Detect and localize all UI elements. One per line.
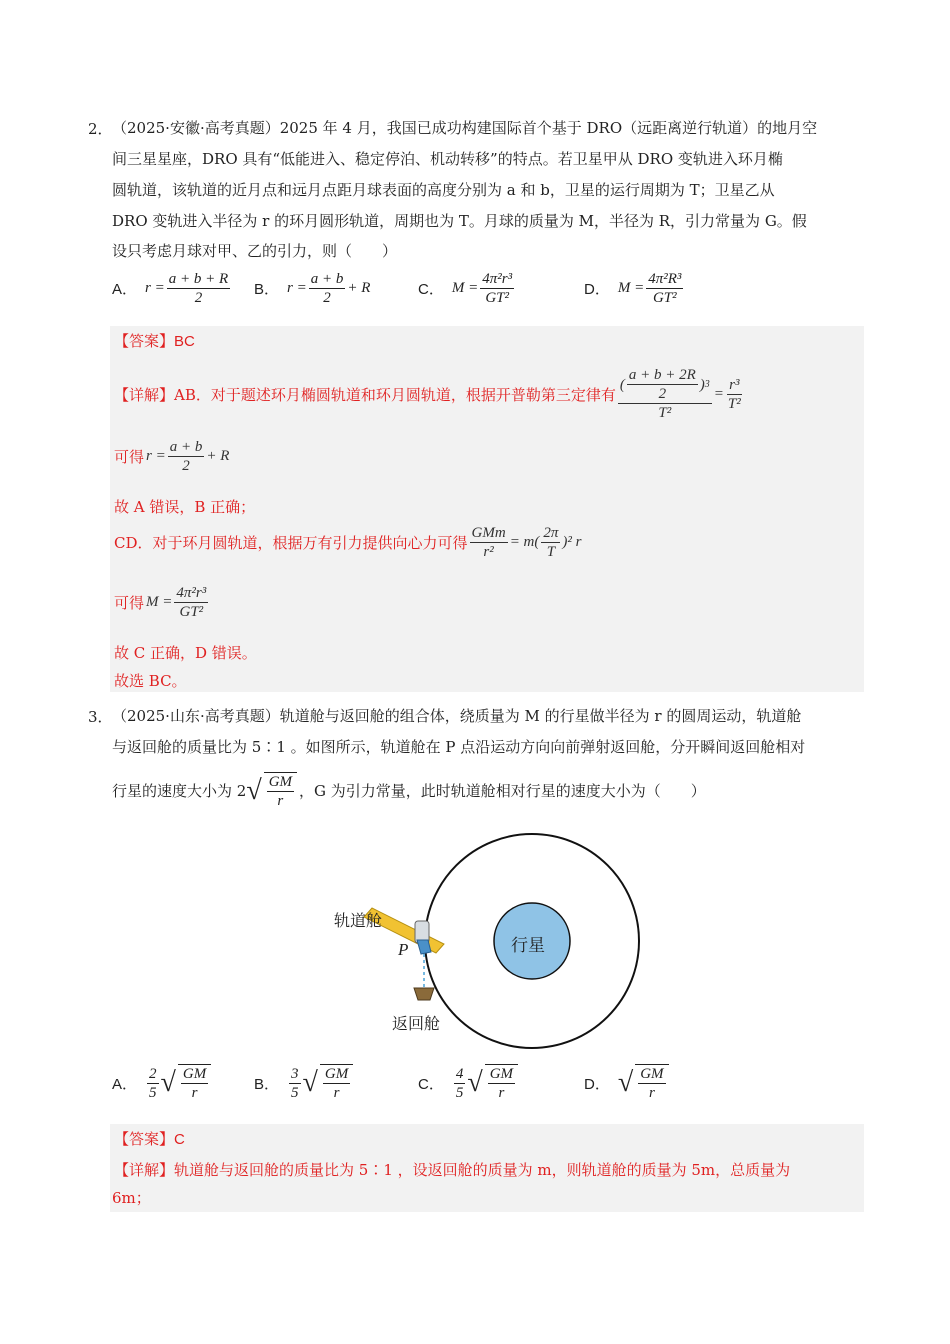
question-2-line-4: DRO 变轨进入半径为 r 的环月圆形轨道，周期也为 T。月球的质量为 M，半径为 R，引力常量为 G。假 [112, 212, 807, 230]
fraction-numerator: 4 [455, 1065, 464, 1082]
sqrt-expression: √ $\frac{GM}{r}$ [618, 1064, 671, 1102]
q3-detail-line-1: 【详解】轨道舱与返回舱的质量比为 5∶1 ，设返回舱的质量为 m，则轨道舱的质量为 5m，总质量为 [114, 1161, 791, 1179]
coef-fraction [454, 1065, 466, 1102]
fraction-numerator: 4π²R³ [648, 271, 682, 287]
result-lhs: M = [146, 594, 173, 610]
line-suffix: ，G 为引力常量，此时轨道舱相对行星的速度大小为（ ） [299, 782, 706, 800]
formula-lhs: r = [287, 280, 307, 296]
fraction-numerator: GMm [471, 525, 506, 541]
detail-text: CD．对于环月圆轨道，根据万有引力提供向心力可得 [114, 534, 468, 552]
q2-option-d[interactable] [584, 270, 685, 307]
orbit-figure [320, 828, 650, 1058]
fraction-denominator: GT² [652, 290, 677, 306]
q2-answer-panel [110, 326, 864, 692]
fraction-denominator: 2 [323, 290, 331, 306]
kepler-rhs-fraction [726, 376, 743, 413]
planet-label: 行星 [511, 936, 545, 956]
fraction-denominator: r² [483, 544, 494, 560]
result-fraction [168, 438, 205, 475]
fraction-numerator: GM [324, 1066, 349, 1082]
fraction-denominator: r [333, 1085, 340, 1101]
q2-detail-ab: 【详解】AB．对于题述环月椭圆轨道和环月圆轨道，根据开普勒第三定律有 ( $\frac{a + b + 2R}{2}$ ) 3 T² = $\frac{\text{r³}}{\text{T²}}$ [114, 367, 741, 421]
result-tail: + R [206, 448, 230, 464]
sqrt-expression: √ $\frac{GM}{r}$ [467, 1064, 520, 1102]
formula-fraction [646, 270, 683, 307]
formula-lhs: r = [145, 280, 165, 296]
fraction-numerator: 4π²r³ [176, 585, 207, 601]
formula-lhs: M = [617, 280, 645, 296]
question-3-line-2: 与返回舱的质量比为 5∶1 。如图所示，轨道舱在 P 点沿运动方向向前弹射返回舱，分开瞬间返回舱相对 [112, 738, 806, 756]
fraction-numerator: a + b + R [168, 271, 229, 287]
option-label: A． [112, 281, 138, 298]
orbiter-label: 轨道舱 [334, 911, 383, 930]
q2-final: 故选 BC。 [114, 672, 187, 690]
inner-denominator: 2 [658, 386, 667, 402]
sqrt-fraction [635, 1064, 668, 1102]
option-label: B． [254, 1075, 280, 1093]
fraction-denominator: r [498, 1085, 505, 1101]
q3-option-d[interactable] [584, 1064, 671, 1102]
question-2-line-2: 间三星星座，DRO 具有“低能进入、稳定停泊、机动转移”的特点。若卫星甲从 DRO 变轨进入环月椭 [112, 150, 783, 168]
equation-mid: = m( [509, 534, 540, 550]
inner-fraction [627, 366, 698, 403]
q2-option-a[interactable] [112, 270, 232, 307]
q2-result-2 [114, 584, 210, 621]
gravity-fraction [470, 524, 508, 561]
q3-option-a[interactable] [112, 1064, 213, 1102]
q3-option-c[interactable] [418, 1064, 520, 1102]
fraction-denominator: r [277, 793, 284, 809]
sqrt-fraction [264, 772, 297, 810]
fraction-denominator: GT² [485, 290, 509, 306]
q2-detail-cd [114, 524, 582, 561]
fraction-numerator: GM [182, 1066, 207, 1082]
kepler-numerator: ( $\frac{a + b + 2R}{2}$ ) 3 [619, 367, 710, 402]
q3-detail-line-2: 6m； [112, 1189, 151, 1207]
question-2-line-1: （2025·安徽·高考真题）2025 年 4 月，我国已成功构建国际首个基于 DRO（远距离逆行轨道）的地月空 [112, 119, 818, 137]
fraction-numerator: a + b [310, 271, 344, 287]
option-label: C． [418, 1075, 444, 1093]
option-label: A． [112, 1075, 138, 1093]
q3-answer: 【答案】C [114, 1131, 185, 1148]
q2-conclusion-2: 故 C 正确，D 错误。 [114, 644, 257, 662]
fraction-numerator: GM [268, 774, 293, 790]
fraction-denominator: 5 [455, 1084, 464, 1101]
question-3-number: 3． [88, 708, 113, 726]
fraction-numerator: GM [640, 1066, 664, 1082]
equation-tail: )² r [562, 534, 582, 550]
q3-option-b[interactable] [254, 1064, 355, 1102]
formula-fraction [480, 270, 514, 307]
line-prefix: 行星的速度大小为 2 [112, 782, 247, 800]
coef-fraction [147, 1065, 159, 1102]
fraction-numerator: 4π²r³ [482, 271, 513, 287]
sqrt-fraction [485, 1064, 518, 1102]
fraction-denominator: r [191, 1085, 198, 1101]
fraction-numerator: a + b [169, 439, 203, 455]
detail-text: 【详解】AB．对于题述环月椭圆轨道和环月圆轨道，根据开普勒第三定律有 [114, 385, 616, 404]
fraction-denominator: 5 [291, 1084, 299, 1101]
inner-numerator: a + b + 2R [628, 367, 696, 383]
fraction-numerator: 3 [291, 1065, 299, 1082]
q2-option-b[interactable] [254, 270, 370, 307]
question-2-number: 2． [88, 120, 113, 138]
kepler-rhs-denominator: T² [727, 395, 741, 412]
sqrt-expression: √ $\frac{GM}{r}$ [246, 772, 299, 810]
q2-result-1 [114, 438, 229, 475]
result-fraction [174, 584, 208, 621]
q2-conclusion-1: 故 A 错误，B 正确； [114, 498, 256, 516]
option-label: D． [584, 1075, 610, 1093]
fraction-denominator: T [546, 544, 556, 560]
return-capsule [414, 988, 434, 1000]
sqrt-expression: √ $\frac{GM}{r}$ [161, 1064, 214, 1102]
fraction-numerator: 2 [149, 1065, 157, 1082]
coef-fraction [289, 1065, 301, 1102]
question-3-line-1: （2025·山东·高考真题）轨道舱与返回舱的组合体，绕质量为 M 的行星做半径为 r 的圆周运动，轨道舱 [112, 707, 802, 725]
result-lhs: r = [146, 448, 166, 464]
formula-lhs: M = [451, 280, 479, 296]
sqrt-fraction [320, 1064, 353, 1102]
option-label: B． [254, 281, 280, 298]
option-label: C． [418, 281, 444, 298]
q2-answer: 【答案】BC [114, 333, 195, 350]
omega-fraction [541, 524, 560, 561]
q2-option-c[interactable] [418, 270, 516, 307]
point-p-label: P [398, 940, 409, 959]
kepler-denominator: T² [658, 405, 672, 421]
fraction-denominator: 2 [182, 458, 190, 474]
fraction-denominator: 2 [194, 290, 203, 306]
formula-tail: + R [347, 280, 371, 296]
question-2-line-5: 设只考虑月球对甲、乙的引力，则（ ） [112, 242, 398, 260]
question-3-line-3 [112, 772, 706, 810]
option-label: D． [584, 281, 610, 298]
formula-fraction [309, 270, 346, 307]
fraction-denominator: 5 [149, 1084, 157, 1101]
q3-answer-panel [110, 1124, 864, 1212]
sqrt-fraction [178, 1064, 211, 1102]
fraction-denominator: r [648, 1085, 655, 1101]
formula-fraction [167, 270, 230, 307]
sqrt-expression: √ $\frac{GM}{r}$ [303, 1064, 356, 1102]
fraction-numerator: 2π [543, 525, 559, 541]
capsule-label: 返回舱 [392, 1014, 441, 1033]
orbiter-nozzle [417, 940, 431, 954]
result-prefix: 可得 [114, 594, 145, 612]
fraction-numerator: GM [489, 1066, 514, 1082]
kepler-lhs-fraction [618, 366, 712, 422]
kepler-rhs-numerator: r³ [729, 376, 740, 393]
fraction-denominator: GT² [179, 604, 204, 620]
result-prefix: 可得 [114, 448, 145, 466]
question-2-line-3: 圆轨道，该轨道的近月点和远月点距月球表面的高度分别为 a 和 b，卫星的运行周期为 T；卫星乙从 [112, 181, 775, 199]
